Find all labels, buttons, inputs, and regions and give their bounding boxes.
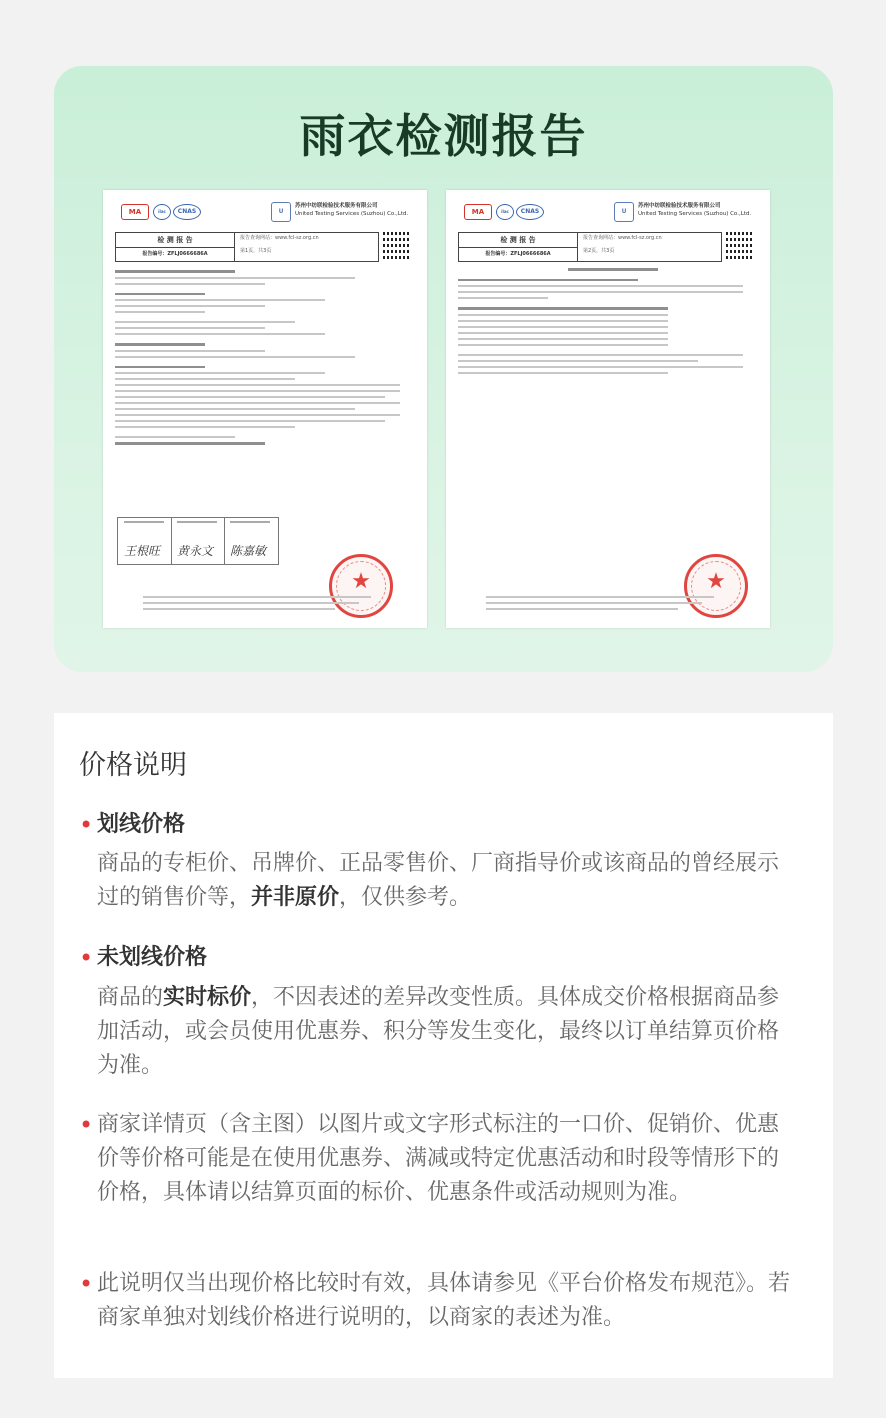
item-heading: 未划线价格 [97,945,208,970]
bullet-icon: • [79,811,94,839]
official-seal-icon: ★ [684,554,748,618]
test-report-banner [54,66,833,672]
item-description: 商品的实时标价，不因表述的差异改变性质。具体成交价格根据商品参加活动，或会员使用优惠券、积分等发生变化，最终以订单结算页价格为准。 [97,985,780,1078]
cma-logo-icon: MA [121,204,149,220]
bullet-icon: • [79,1111,94,1139]
signature-tested: 黄永文 [177,544,214,558]
report-body-text [458,268,758,378]
report-header [454,200,762,226]
signature-prepared: 陈嘉敏 [230,544,267,558]
cnas-logo-icon: CNAS [516,204,544,220]
qr-code-icon [726,232,754,260]
uts-logo-icon: U [271,202,291,222]
report-page-number: 第2页，共3页 [583,248,615,254]
cma-logo-icon: MA [464,204,492,220]
uts-logo-icon: U [614,202,634,222]
report-footer [143,596,383,614]
report-website: 报告查询网站：www.fcl-sz.org.cn [583,235,662,241]
report-website: 报告查询网站：www.fcl-sz.org.cn [240,235,319,241]
item-description: 商家详情页（含主图）以图片或文字形式标注的一口价、促销价、优惠价等价格可能是在使用优惠券、满减或特定优惠活动和时段等情形下的价格，具体请以结算页面的标价、优惠条件或活动规则为准。 [97,1112,780,1205]
report-page-1-image[interactable] [103,190,427,628]
report-header [111,200,419,226]
company-name: 苏州中纺联检验技术服务有限公司 United Testing Services (Suzhou) Co.,Ltd. [295,203,409,217]
report-title-box [115,232,379,262]
report-footer [486,596,726,614]
price-explanation-card [54,713,833,1378]
ilac-logo-icon: ilac [496,204,514,220]
report-title-box [458,232,722,262]
cnas-logo-icon: CNAS [173,204,201,220]
banner-title: 雨衣检测报告 [299,109,588,163]
price-explanation-title: 价格说明 [79,750,187,781]
company-name: 苏州中纺联检验技术服务有限公司 United Testing Services (Suzhou) Co.,Ltd. [638,203,752,217]
bullet-icon: • [79,1270,94,1298]
bullet-icon: • [79,944,94,972]
report-page-number: 第1页，共3页 [240,248,272,254]
report-number: 报告编号：ZFLJ0666686A [459,247,578,261]
report-doc-title: 检 测 报 告 [459,233,578,248]
ilac-logo-icon: ilac [153,204,171,220]
qr-code-icon [383,232,411,260]
report-number: 报告编号：ZFLJ0666686A [116,247,235,261]
signature-table [117,517,279,565]
signature-approved: 王根旺 [124,544,161,558]
item-heading: 划线价格 [97,812,186,837]
report-body-text [115,270,415,449]
item-description: 此说明仅当出现价格比较时有效，具体请参见《平台价格发布规范》。若商家单独对划线价格进行说明的，以商家的表述为准。 [97,1271,791,1330]
report-page-2-image[interactable] [446,190,770,628]
item-description: 商品的专柜价、吊牌价、正品零售价、厂商指导价或该商品的曾经展示过的销售价等，并非原价，仅供参考。 [97,851,780,910]
official-seal-icon: ★ [329,554,393,618]
report-doc-title: 检 测 报 告 [116,233,235,248]
